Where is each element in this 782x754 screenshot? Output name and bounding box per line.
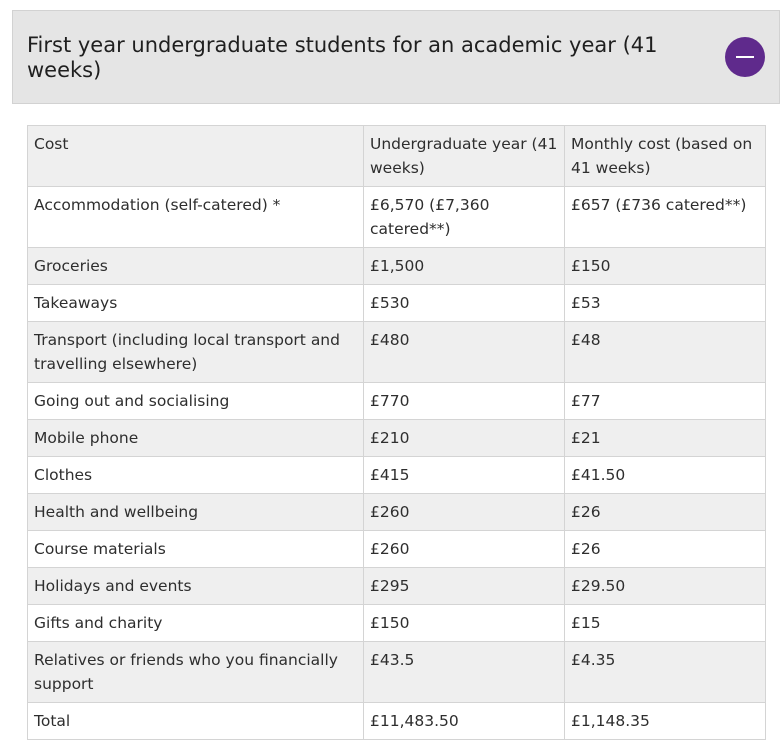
- year-cost: £295: [364, 568, 565, 605]
- monthly-cost: £48: [565, 322, 766, 383]
- year-cost: £480: [364, 322, 565, 383]
- monthly-cost: £15: [565, 605, 766, 642]
- table-row: [28, 457, 766, 494]
- monthly-cost: £41.50: [565, 457, 766, 494]
- year-cost: £11,483.50: [364, 703, 565, 740]
- cost-item: Transport (including local transport and travelling elsewhere): [28, 322, 364, 383]
- cost-item: Total: [28, 703, 364, 740]
- table-row: [28, 383, 766, 420]
- accordion-header[interactable]: [12, 10, 780, 104]
- table-row: [28, 531, 766, 568]
- minus-icon: [736, 56, 754, 58]
- monthly-cost: £26: [565, 531, 766, 568]
- cost-item: Gifts and charity: [28, 605, 364, 642]
- monthly-cost: £1,148.35: [565, 703, 766, 740]
- column-header-year: Undergraduate year (41 weeks): [364, 126, 565, 187]
- table-row: [28, 642, 766, 703]
- cost-item: Groceries: [28, 248, 364, 285]
- collapse-button[interactable]: [725, 37, 765, 77]
- cost-item: Health and wellbeing: [28, 494, 364, 531]
- column-header-cost: Cost: [28, 126, 364, 187]
- cost-item: Mobile phone: [28, 420, 364, 457]
- table-row: [28, 568, 766, 605]
- cost-item: Clothes: [28, 457, 364, 494]
- monthly-cost: £53: [565, 285, 766, 322]
- table-row: [28, 322, 766, 383]
- monthly-cost: £657 (£736 catered**): [565, 187, 766, 248]
- cost-item: Course materials: [28, 531, 364, 568]
- year-cost: £1,500: [364, 248, 565, 285]
- monthly-cost: £29.50: [565, 568, 766, 605]
- year-cost: £150: [364, 605, 565, 642]
- year-cost: £210: [364, 420, 565, 457]
- column-header-monthly: Monthly cost (based on 41 weeks): [565, 126, 766, 187]
- year-cost: £770: [364, 383, 565, 420]
- monthly-cost: £21: [565, 420, 766, 457]
- table-row: [28, 420, 766, 457]
- cost-item: Going out and socialising: [28, 383, 364, 420]
- year-cost: £530: [364, 285, 565, 322]
- cost-item: Relatives or friends who you financially support: [28, 642, 364, 703]
- monthly-cost: £4.35: [565, 642, 766, 703]
- table-row: [28, 248, 766, 285]
- table-row: [28, 285, 766, 322]
- year-cost: £260: [364, 531, 565, 568]
- accordion-title: First year undergraduate students for an academic year (41 weeks): [27, 33, 658, 82]
- cost-item: Holidays and events: [28, 568, 364, 605]
- year-cost: £415: [364, 457, 565, 494]
- table-header-row: [28, 126, 766, 187]
- cost-table: [27, 125, 766, 740]
- monthly-cost: £26: [565, 494, 766, 531]
- cost-item: Takeaways: [28, 285, 364, 322]
- monthly-cost: £77: [565, 383, 766, 420]
- year-cost: £260: [364, 494, 565, 531]
- table-row: [28, 605, 766, 642]
- table-row: [28, 187, 766, 248]
- table-row: [28, 494, 766, 531]
- year-cost: £43.5: [364, 642, 565, 703]
- cost-item: Accommodation (self-catered) *: [28, 187, 364, 248]
- monthly-cost: £150: [565, 248, 766, 285]
- year-cost: £6,570 (£7,360 catered**): [364, 187, 565, 248]
- table-row-total: [28, 703, 766, 740]
